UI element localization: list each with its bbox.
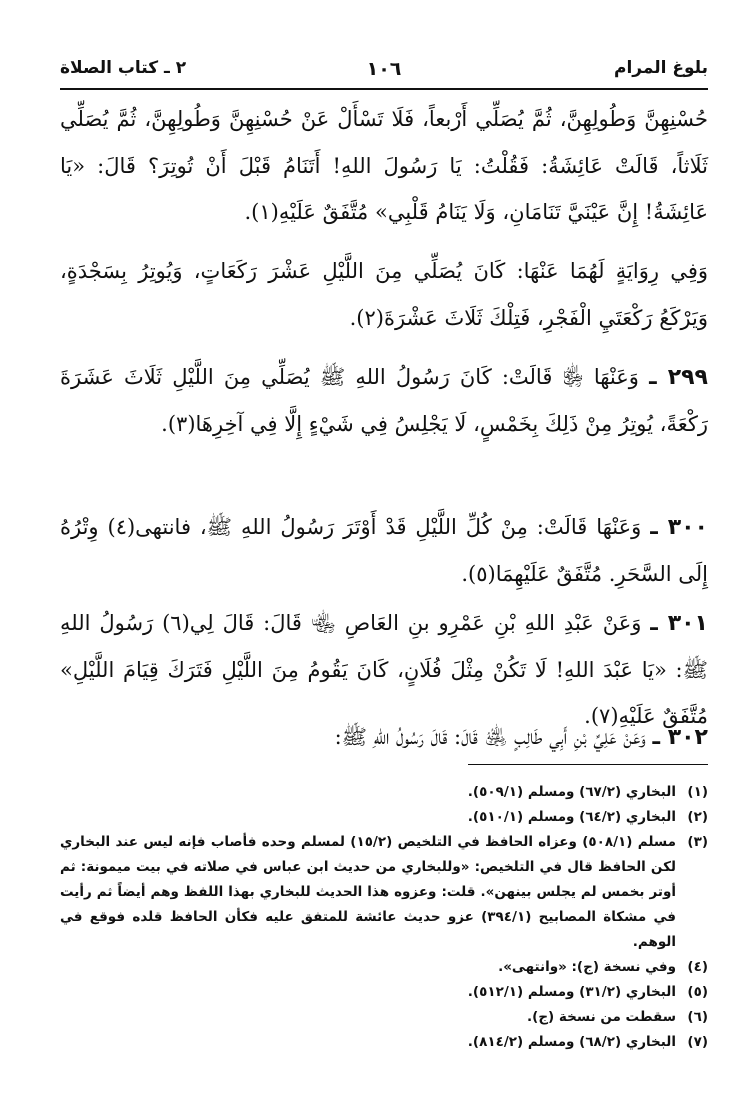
hadith-299: ٢٩٩ ـ وَعَنْهَا ﵂ قَالَتْ: كَانَ رَسُولُ اللهِ ﷺ يُصَلِّي مِنَ اللَّيْلِ ثَلَاثَ عَشَرَةَ رَكْعَةً، يُوتِرُ مِنْ ذَلِكَ بِخَمْسٍ، لَا يَجْلِسُ فِي شَيْءٍ إِلَّا فِي آخِرِهَا(٣). — [60, 365, 708, 436]
hadith-number: ٢٩٩ ـ — [649, 365, 708, 390]
book-title: بلوغ المرام — [614, 58, 708, 78]
hadith-301: ٣٠١ ـ وَعَنْ عَبْدِ اللهِ بْنِ عَمْرِو بنِ العَاصِ ﵄ قَالَ: قَالَ لِي(٦) رَسُولُ اللهِ ﷺ: «يَا عَبْدَ اللهِ! لَا تَكُنْ مِثْلَ فُلَانٍ، كَانَ يَقُومُ مِنَ اللَّيْلِ فَتَرَكَ قِيَامَ اللَّيْلِ» مُتَّفَقٌ عَلَيْهِ(٧). — [60, 611, 708, 728]
paragraph-continuation: حُسْنِهِنَّ وَطُولِهِنَّ، ثُمَّ يُصَلِّي أَرْبعاً، فَلَا تَسْأَلْ عَنْ حُسْنِهِنَّ وَطُولِهِنَّ، ثُمَّ يُصَلِّي ثَلَاثاً، قَالَتْ عَائِشَةُ: فَقُلْتُ: يَا رَسُولَ اللهِ! أَتَنَامُ قَبْلَ أَنْ تُوتِرَ؟ قَالَ: «يَا عَائِشَةُ! إِنَّ عَيْنَيَّ تَنَامَانِ، وَلَا يَنَامُ قَلْبِي» مُتَّفَقٌ عَلَيْهِ(١). — [60, 107, 708, 224]
running-header — [60, 52, 708, 90]
hadith-300: ٣٠٠ ـ وَعَنْهَا قَالَتْ: مِنْ كُلِّ اللَّيْلِ قَدْ أَوْتَرَ رَسُولُ اللهِ ﷺ، فانتهى(٤) وِتْرُهُ إِلَى السَّحَرِ. مُتَّفَقٌ عَلَيْهِمَا(٥). — [60, 515, 708, 586]
hadith-302: ٣٠٢ ـ وَعَنْ عَلِيِّ بْنِ أَبِي طَالِبٍ ﵁ قَالَ: قَالَ رَسُولُ اللهِ ﷺ: — [334, 725, 708, 750]
footnote-divider — [468, 764, 708, 765]
hadith-number: ٣٠١ ـ — [650, 611, 708, 636]
footnote-3: (٣) مسلم (٥٠٨/١) وعزاه الحافظ في التلخيص (١٥/٢) لمسلم وحده فأصاب فإنه ليس عند البخاري لكن الحافظ قال في التلخيص: «وللبخاري من حديث ابن عباس في صلاته في بيت ميمونة: ثم أوتر بخمس لم يجلس بينهن». قلت: وعزوه هذا الحديث للبخاري بهذا اللفظ وهم أيضاً ثم رأيت في مشكاة المصابيح (٣٩٤/١) عزو حديث عائشة للمتفق عليه فكأن الحافظ قلده فوقع في الوهم. — [60, 834, 708, 950]
footnote-4: (٤) وفي نسخة (ج): «وانتهى». — [498, 959, 708, 975]
book-page — [60, 52, 708, 1092]
footnote-6: (٦) سقطت من نسخة (ج). — [527, 1009, 708, 1025]
chapter-title: ٢ ـ كتاب الصلاة — [60, 58, 187, 78]
footnote-2: (٢) البخاري (٦٤/٢) ومسلم (٥١٠/١). — [467, 809, 708, 825]
hadith-number: ٣٠٢ ـ — [652, 725, 708, 750]
footnote-7: (٧) البخاري (٦٨/٢) ومسلم (٨١٤/٢). — [467, 1034, 708, 1050]
footnotes — [60, 780, 708, 1055]
page-number: ١٠٦ — [366, 58, 402, 80]
footnote-1: (١) البخاري (٦٧/٢) ومسلم (٥٠٩/١). — [467, 784, 708, 800]
hadith-number: ٣٠٠ ـ — [650, 515, 708, 540]
paragraph-riwaya: وَفِي رِوَايَةٍ لَهُمَا عَنْهَا: كَانَ يُصَلِّي مِنَ اللَّيْلِ عَشْرَ رَكَعَاتٍ، وَيُوتِرُ بِسَجْدَةٍ، وَيَرْكَعُ رَكْعَتَيِ الْفَجْرِ، فَتِلْكَ ثَلَاثَ عَشْرَةَ(٢). — [60, 259, 708, 330]
main-text — [60, 96, 708, 756]
footnote-5: (٥) البخاري (٣١/٢) ومسلم (٥١٢/١). — [467, 984, 708, 1000]
